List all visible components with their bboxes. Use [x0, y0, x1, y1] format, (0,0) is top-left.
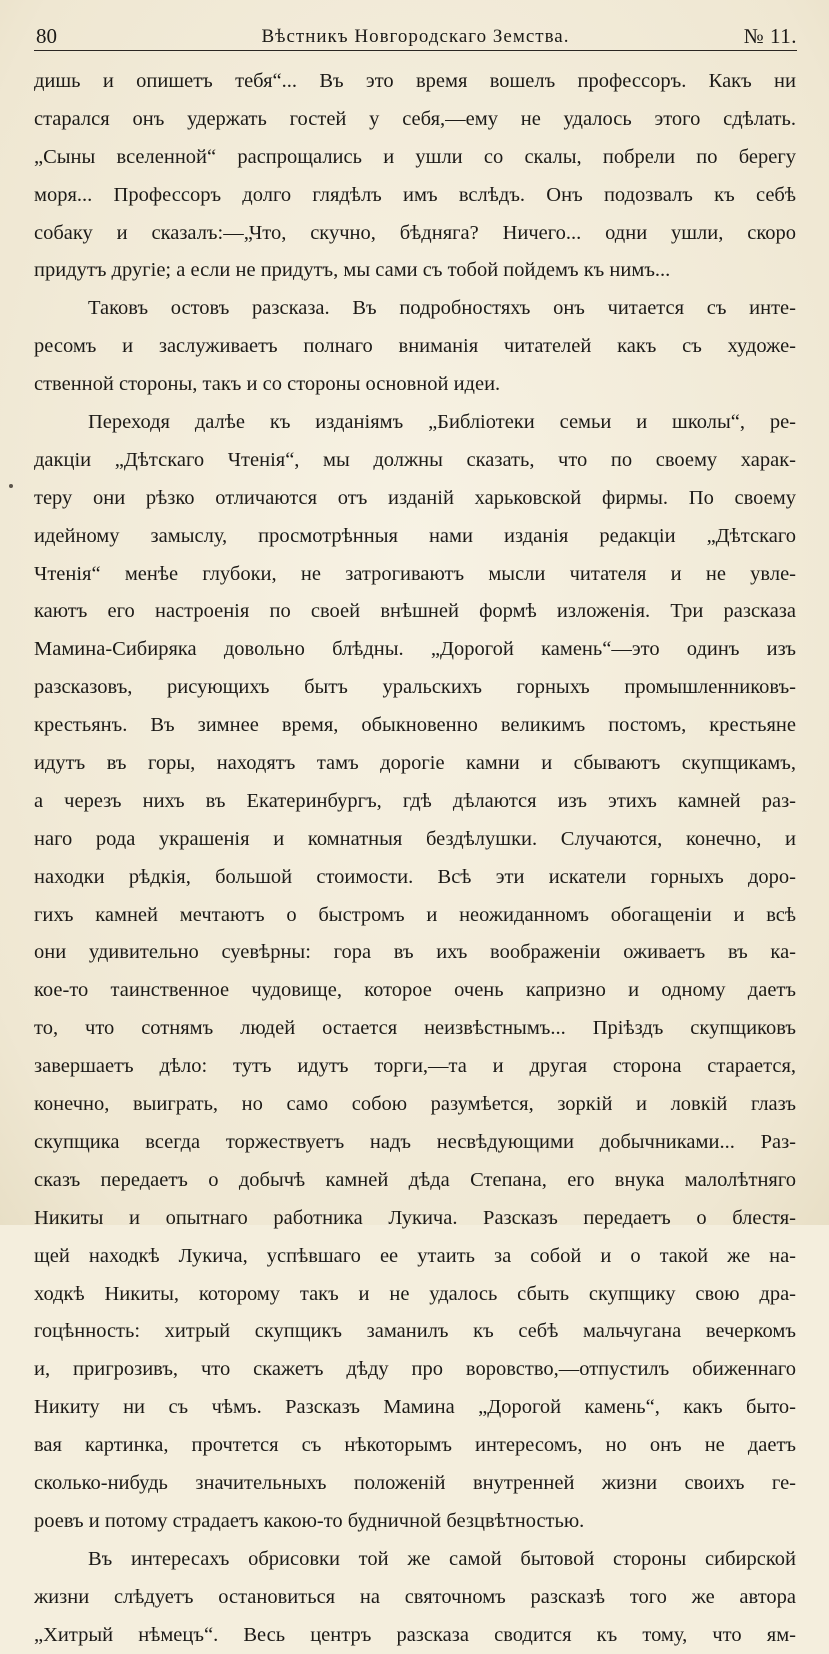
text-line: конечно, выиграть, но само собою разумѣется, зоркій и ловкій глазъ: [34, 1093, 796, 1116]
body-text: [34, 63, 796, 1654]
text-line: „Хитрый нѣмецъ“. Весь центръ разсказа сводится къ тому, что ям-: [34, 1623, 796, 1646]
text-line: ственной стороны, такъ и со стороны основной идеи.: [34, 373, 501, 396]
text-line: вая картинка, прочтется съ нѣкоторымъ интересомъ, но онъ не даетъ: [34, 1434, 796, 1457]
text-line: теру они рѣзко отличаются отъ изданій харьковской фирмы. По своему: [34, 486, 796, 509]
text-line: роевъ и потому страдаетъ какою-то будничной безцвѣтностью.: [34, 1509, 585, 1532]
text-line: щей находкѣ Лукича, успѣвшаго ее утаить за собой и о такой же на-: [34, 1244, 796, 1267]
text-line: сколько-нибудь значительныхъ положеній внутренней жизни своихъ ге-: [34, 1471, 796, 1494]
text-line: „Сыны вселенной“ распрощались и ушли со скалы, побрели по берегу: [34, 145, 796, 168]
page-number: 80: [36, 24, 57, 48]
text-line: кое-то таинственное чудовище, которое очень капризно и одному даетъ: [34, 979, 796, 1002]
ink-speck: [9, 484, 13, 488]
text-line: идейному замыслу, просмотрѣнныя нами изданія редакціи „Дѣтскаго: [34, 524, 796, 547]
text-line: каютъ его настроенія по своей внѣшней формѣ изложенія. Три разсказа: [34, 600, 796, 623]
text-line: Въ интересахъ обрисовки той же самой бытовой стороны сибирской: [88, 1547, 796, 1570]
text-line: Никиту ни съ чѣмъ. Разсказъ Мамина „Дорогой камень“, какъ быто-: [34, 1396, 796, 1419]
text-line: находки рѣдкія, большой стоимости. Всѣ эти искатели горныхъ доро-: [34, 865, 796, 888]
text-line: ресомъ и заслуживаетъ полнаго вниманія читателей какъ съ художе-: [34, 335, 796, 358]
text-line: дишь и опишетъ тебя“... Въ это время вошелъ профессоръ. Какъ ни: [34, 70, 796, 92]
text-line: Переходя далѣе къ изданіямъ „Библіотеки семьи и школы“, ре-: [88, 411, 796, 434]
text-line: и, пригрозивъ, что скажетъ дѣду про воровство,—отпустилъ обиженнаго: [34, 1358, 796, 1381]
text-line: гоцѣнность: хитрый скупщикъ заманилъ къ себѣ мальчугана вечеркомъ: [34, 1320, 796, 1343]
text-line: наго рода украшенія и комнатныя бездѣлушки. Случаются, конечно, и: [34, 827, 796, 850]
text-line: Таковъ остовъ разсказа. Въ подробностяхъ онъ читается съ инте-: [88, 297, 796, 320]
text-line: они удивительно суевѣрны: гора въ ихъ воображеніи оживаетъ въ ка-: [34, 941, 796, 964]
text-line: Никиты и опытнаго работника Лукича. Разсказъ передаетъ о блестя-: [34, 1206, 796, 1229]
text-line: дакціи „Дѣтскаго Чтенія“, мы должны сказать, что по своему харак-: [34, 448, 796, 471]
text-line: завершаетъ дѣло: тутъ идутъ торги,—та и другая сторона старается,: [34, 1055, 796, 1078]
text-line: а черезъ нихъ въ Екатеринбургъ, гдѣ дѣлаются изъ этихъ камней раз-: [34, 789, 796, 812]
text-line: Чтенія“ менѣе глубоки, не затрогиваютъ мысли читателя и не увле-: [34, 562, 796, 585]
text-line: разсказовъ, рисующихъ бытъ уральскихъ горныхъ промышленниковъ-: [34, 676, 796, 699]
text-line: жизни слѣдуетъ остановиться на святочномъ разсказѣ того же автора: [34, 1585, 796, 1608]
text-line: сказъ передаетъ о добычѣ камней дѣда Степана, его внука малолѣтняго: [34, 1168, 796, 1191]
text-line: гихъ камней мечтаютъ о быстромъ и неожиданномъ обогащеніи и всѣ: [34, 903, 796, 926]
issue-number: № 11.: [743, 24, 797, 48]
journal-title: Вѣстникъ Новгородскаго Земства.: [261, 26, 570, 47]
text-line: скупщика всегда торжествуетъ надъ несвѣдующими добычниками... Раз-: [34, 1130, 796, 1153]
running-head: [34, 18, 797, 51]
text-line: Мамина-Сибиряка довольно блѣдны. „Дорогой камень“—это одинъ изъ: [34, 638, 796, 661]
text-line: ходкѣ Никиты, которому такъ и не удалось сбыть скупщику свою дра-: [34, 1282, 796, 1305]
text-line: придутъ другіе; а если не придутъ, мы сами съ тобой пойдемъ къ нимъ...: [34, 259, 671, 282]
text-line: то, что сотнямъ людей остается неизвѣстнымъ... Пріѣздъ скупщиковъ: [34, 1017, 796, 1040]
text-line: крестьянъ. Въ зимнее время, обыкновенно великимъ постомъ, крестьяне: [34, 714, 796, 737]
text-line: собаку и сказалъ:—„Что, скучно, бѣдняга? Ничего... одни ушли, скоро: [34, 221, 796, 244]
text-line: моря... Профессоръ долго глядѣлъ имъ вслѣдъ. Онъ подозвалъ къ себѣ: [34, 183, 796, 206]
text-line: идутъ въ горы, находятъ тамъ дорогіе камни и сбываютъ скупщикамъ,: [34, 752, 796, 775]
text-line: старался онъ удержать гостей у себя,—ему не удалось этого сдѣлать.: [34, 107, 796, 130]
